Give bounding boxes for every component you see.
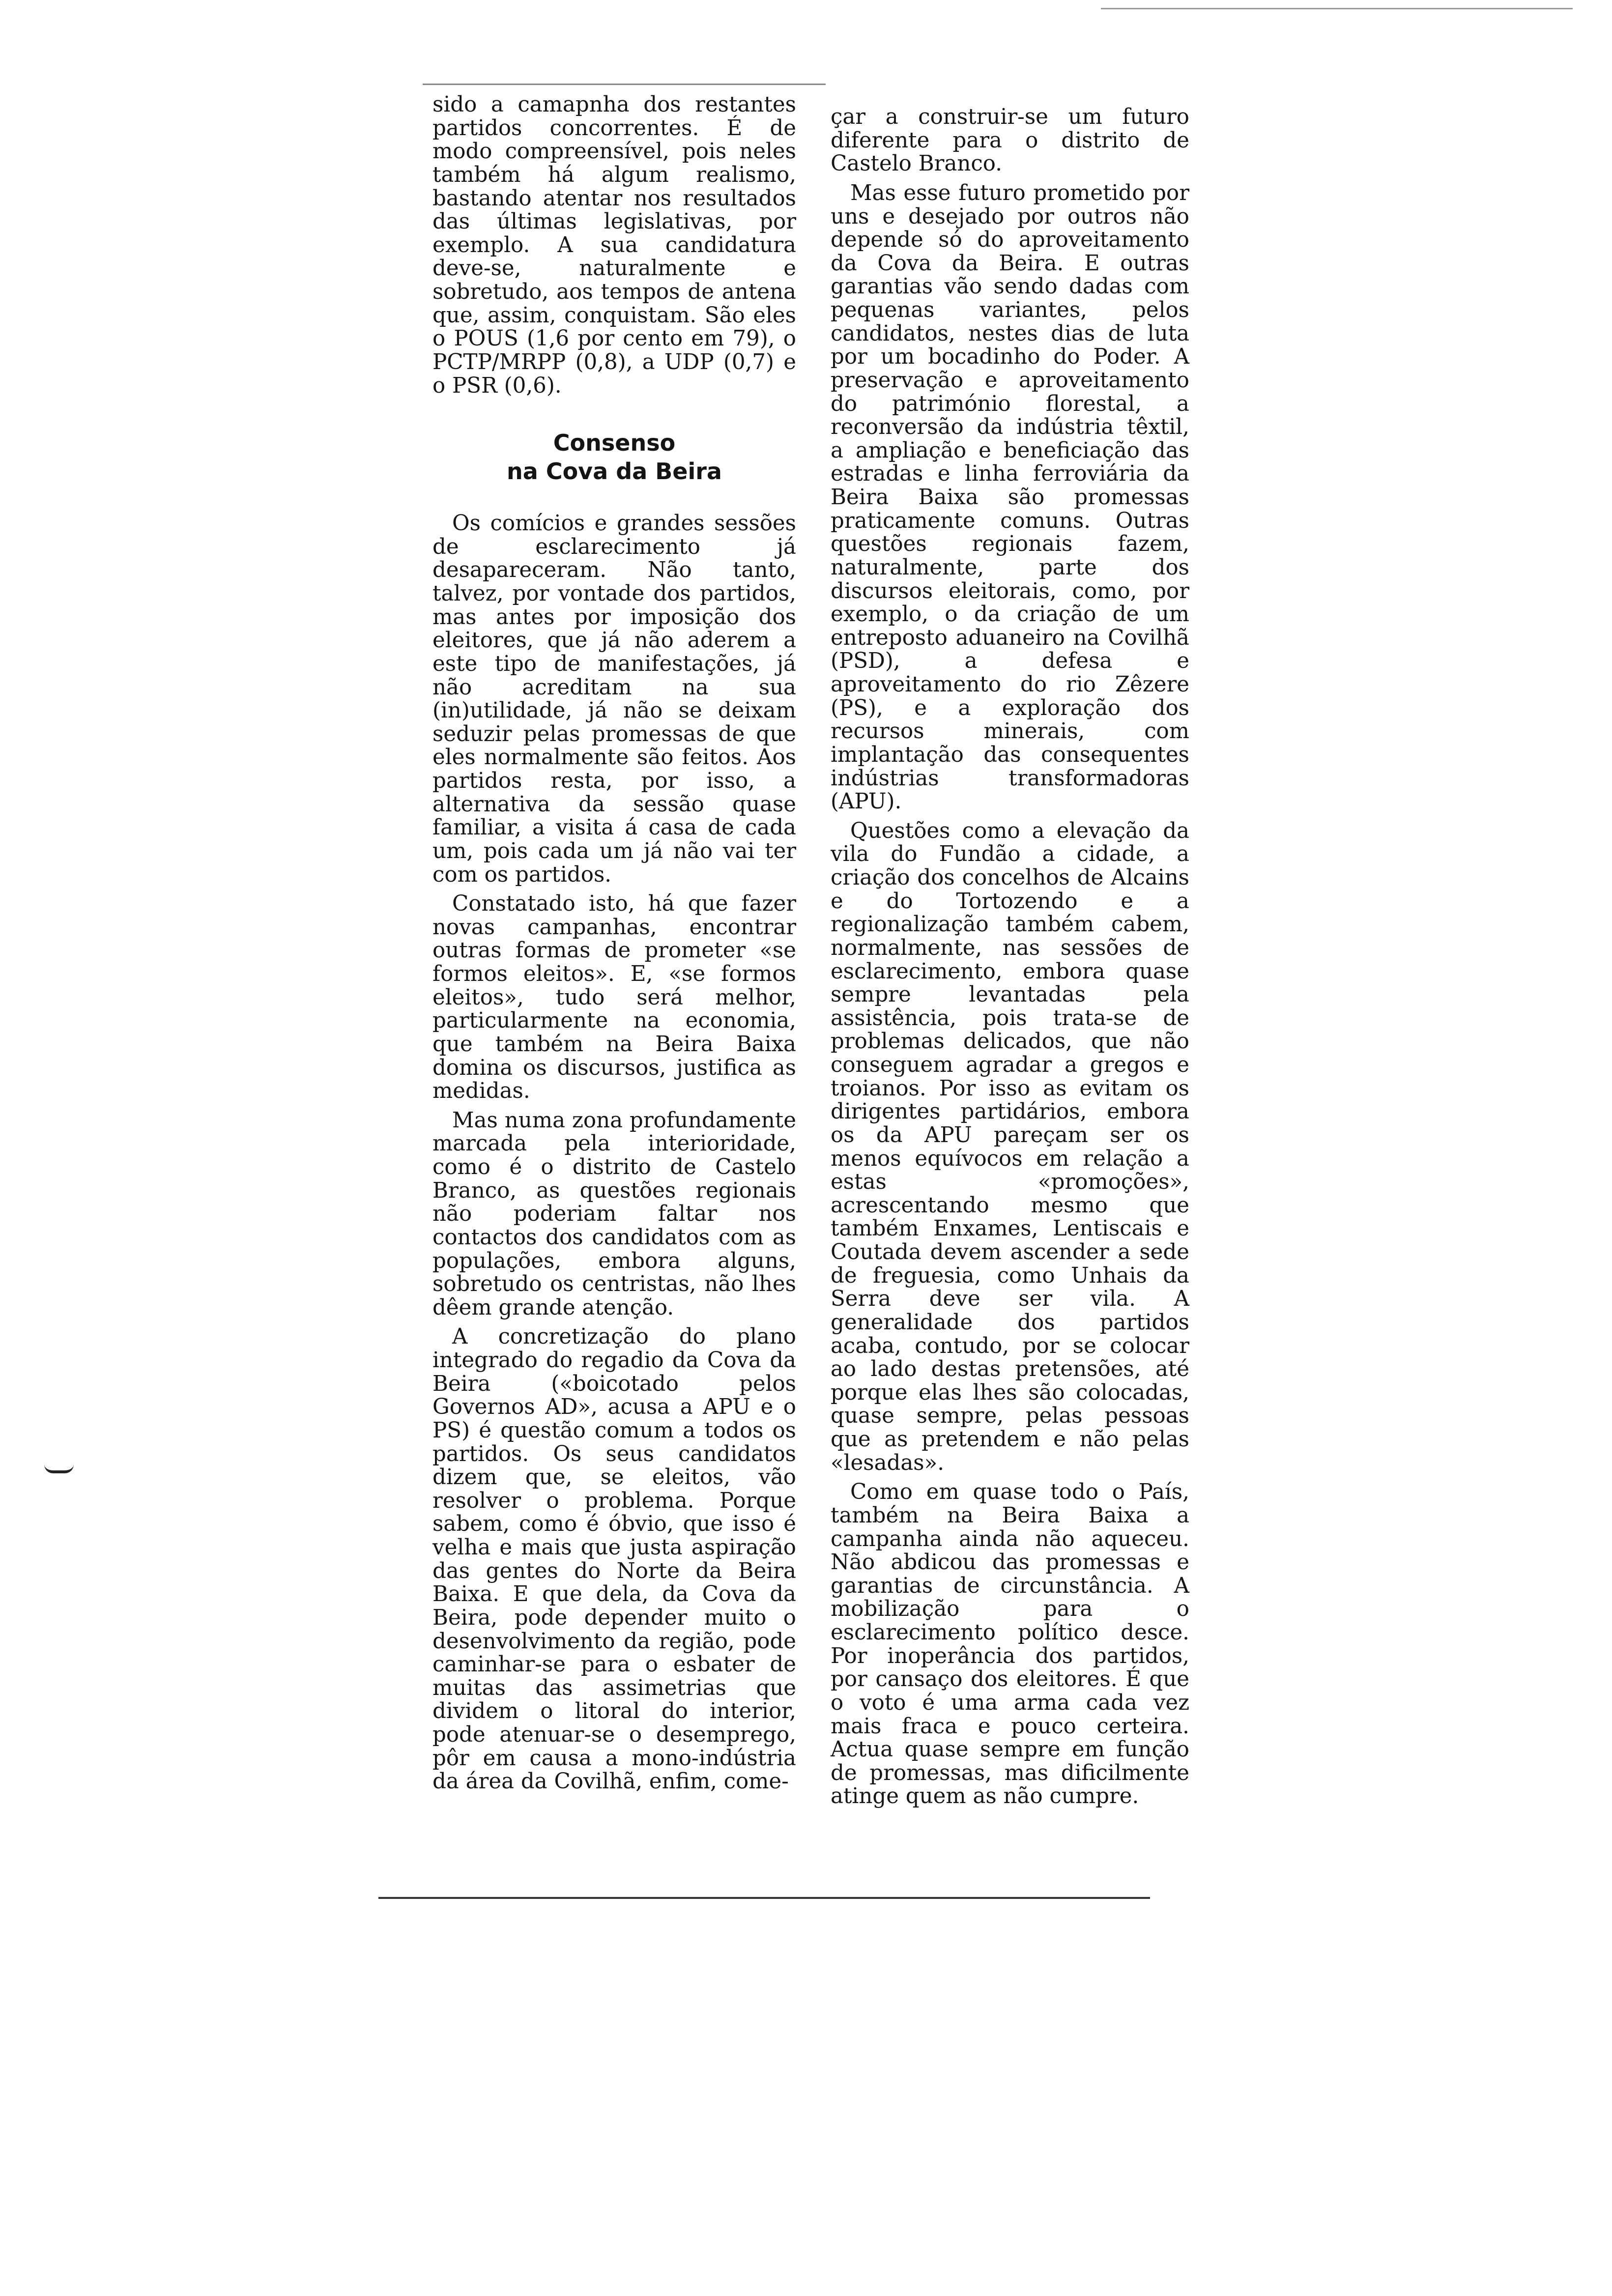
article-paragraph: Os comícios e grandes sessões de esclarecimento já desapareceram. Não tanto, talvez, por vontade dos partidos, mas antes por imposição dos eleitores, que já não aderem a este tipo de manifestações, já não acreditam na sua (in)utilidade, já não se deixam seduzir pelas promessas de que eles normalmente são feitos. Aos partidos resta, por isso, a alternativa da sessão quase familiar, a visita á casa de cada um, pois cada um já não vai ter com os partidos. (432, 511, 796, 887)
scan-edge-line (1101, 8, 1573, 9)
article-paragraph: çar a construir-se um futuro diferente para o distrito de Castelo Branco. (831, 105, 1189, 176)
article-bottom-rule (378, 1897, 1150, 1899)
scan-margin-mark (44, 1464, 74, 1473)
article-paragraph: Mas esse futuro prometido por uns e desejado por outros não depende só do aproveitamento da Cova da Beira. E outras garantias vão sendo dadas com pequenas variantes, pelos candidatos, nestes dias de luta por um bocadinho do Poder. A preservação e aproveitamento do património florestal, a reconversão da indústria têxtil, a ampliação e beneficiação das estradas e linha ferroviária da Beira Baixa são promessas praticamente comuns. Outras questões regionais fazem, naturalmente, parte dos discursos eleitorais, como, por exemplo, o da criação de um entreposto aduaneiro na Covilhã (PSD), a defesa e aproveitamento do rio Zêzere (PS), e a exploração dos recursos minerais, com implantação das consequentes indústrias transformadoras (APU). (831, 180, 1189, 814)
section-heading (432, 429, 796, 486)
article-right-column (831, 106, 1189, 1814)
article-paragraph: Constatado isto, há que fazer novas campanhas, encontrar outras formas de prometer «se formos eleitos». E, «se formos eleitos», tudo será melhor, particularmente na economia, que também na Beira Baixa domina os discursos, justifica as medidas. (432, 891, 796, 1104)
section-heading-line-2: na Cova da Beira (507, 458, 722, 485)
article-intro-paragraph: sido a camapnha dos restantes partidos concorrentes. É de modo compreensível, pois neles também há algum realismo, bastando atentar nos resultados das últimas legislativas, por exemplo. A sua candidatura deve-se, naturalmente e sobretudo, aos tempos de antena que, assim, conquistam. São eles o POUS (1,6 por cento em 79), o PCTP/MRPP (0,8), a UDP (0,7) e o PSR (0,6). (432, 92, 796, 398)
article-left-column (432, 93, 796, 1800)
section-heading-line-1: Consenso (553, 430, 676, 457)
column-top-rule (423, 84, 826, 85)
article-paragraph: Como em quase todo o País, também na Beira Baixa a campanha ainda não aqueceu. Não abdicou das promessas e garantias de circunstância. A mobilização para o esclarecimento político desce. Por inoperância dos partidos, por cansaço dos eleitores. É que o voto é uma arma cada vez mais fraca e pouco certeira. Actua quase sempre em função de promessas, mas dificilmente atinge quem as não cumpre. (831, 1480, 1189, 1809)
article-paragraph: Questões como a elevação da vila do Fundão a cidade, a criação dos concelhos de Alcains e do Tortozendo e a regionalização também cabem, normalmente, nas sessões de esclarecimento, embora quase sempre levantadas pela assistência, pois trata-se de problemas delicados, que não conseguem agradar a gregos e troianos. Por isso as evitam os dirigentes partidários, embora os da APU pareçam ser os menos equívocos em relação a estas «promoções», acrescentando mesmo que também Enxames, Lentiscais e Coutada devem ascender a sede de freguesia, como Unhais da Serra deve ser vila. A generalidade dos partidos acaba, contudo, por se colocar ao lado destas pretensões, até porque elas lhes são colocadas, quase sempre, pelas pessoas que as pretendem e não pelas «lesadas». (831, 818, 1189, 1475)
article-paragraph: Mas numa zona profundamente marcada pela interioridade, como é o distrito de Castelo Branco, as questões regionais não poderiam faltar nos contactos dos candidatos com as populações, embora alguns, sobretudo os centristas, não lhes dêem grande atenção. (432, 1108, 796, 1320)
article-paragraph: A concretização do plano integrado do regadio da Cova da Beira («boicotado pelos Governos AD», acusa a APU e o PS) é questão comum a todos os partidos. Os seus candidatos dizem que, se eleitos, vão resolver o problema. Porque sabem, como é óbvio, que isso é velha e mais que justa aspiração das gentes do Norte da Beira Baixa. E que dela, da Cova da Beira, pode depender muito o desenvolvimento da região, pode caminhar-se para o esbater de muitas das assimetrias que dividem o litoral do interior, pode atenuar-se o desemprego, pôr em causa a mono-indústria da área da Covilhã, enfim, come- (432, 1324, 796, 1794)
